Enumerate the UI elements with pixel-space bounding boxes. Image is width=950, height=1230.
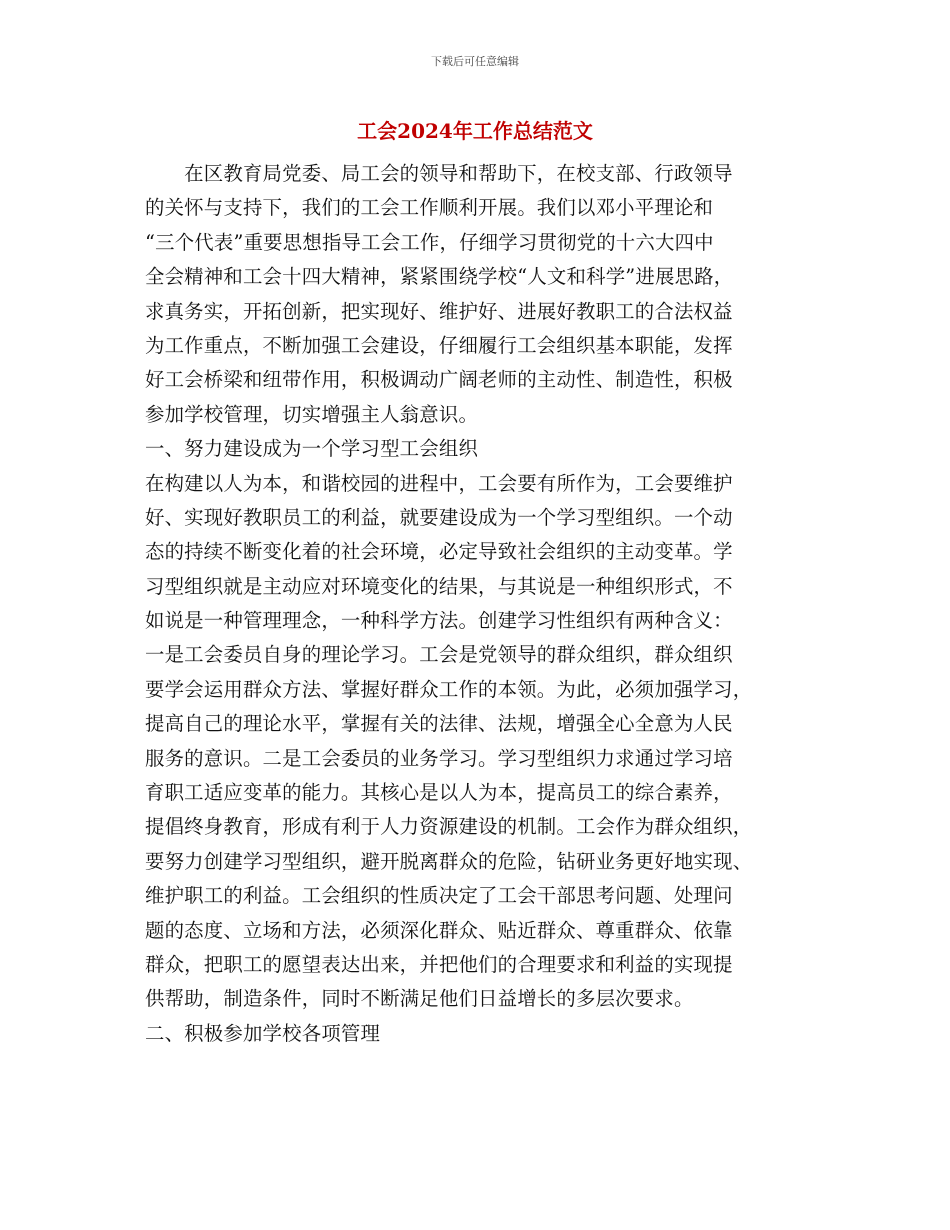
- text-line: 全会精神和工会十四大精神，紧紧围绕学校“人文和科学”进展思路，: [145, 265, 734, 289]
- text-line: 的关怀与支持下，我们的工会工作顺利开展。我们以邓小平理论和: [145, 196, 714, 220]
- text-line: 维护职工的利益。工会组织的性质决定了工会干部思考问题、处理问: [145, 884, 733, 908]
- text-line: 参加学校管理，切实增强主人翁意识。: [145, 402, 479, 426]
- text-line: 求真务实，开拓创新，把实现好、维护好、进展好教职工的合法权益: [145, 299, 733, 323]
- text-line: 好、实现好教职员工的利益，就要建设成为一个学习型组织。一个动: [145, 505, 733, 529]
- document-title: 工会2024年工作总结范文: [357, 119, 593, 143]
- text-line: 二、积极参加学校各项管理: [145, 1021, 381, 1045]
- text-line: 供帮助，制造条件，同时不断满足他们日益增长的多层次要求。: [145, 987, 694, 1011]
- text-line: 服务的意识。二是工会委员的业务学习。学习型组织力求通过学习培: [145, 746, 733, 770]
- page-header: 下载后可任意编辑: [431, 55, 519, 68]
- text-line: 要努力创建学习型组织，避开脱离群众的危险，钻研业务更好地实现、: [145, 849, 753, 873]
- document-body: [145, 157, 810, 1051]
- text-line: 习型组织就是主动应对环境变化的结果，与其说是一种组织形式，不: [145, 574, 733, 598]
- text-line: 群众，把职工的愿望表达出来，并把他们的合理要求和利益的实现提: [145, 952, 733, 976]
- text-line: 在区教育局党委、局工会的领导和帮助下，在校支部、行政领导: [145, 162, 733, 185]
- text-line: 好工会桥梁和纽带作用，积极调动广阔老师的主动性、制造性，积极: [145, 368, 733, 392]
- text-line: 一、努力建设成为一个学习型工会组织: [145, 437, 479, 461]
- text-line: 态的持续不断变化着的社会环境，必定导致社会组织的主动变革。学: [145, 540, 733, 564]
- text-line: 提倡终身教育，形成有利于人力资源建设的机制。工会作为群众组织，: [145, 815, 753, 839]
- text-line: 提高自己的理论水平，掌握有关的法律、法规，增强全心全意为人民: [145, 712, 733, 736]
- text-line: 育职工适应变革的能力。其核心是以人为本，提高员工的综合素养，: [145, 781, 733, 805]
- text-line: 题的态度、立场和方法，必须深化群众、贴近群众、尊重群众、依靠: [145, 918, 733, 942]
- text-line: “三个代表”重要思想指导工会工作，仔细学习贯彻党的十六大四中: [145, 230, 714, 254]
- text-line: 在构建以人为本，和谐校园的进程中，工会要有所作为，工会要维护: [145, 471, 733, 495]
- text-line: 如说是一种管理理念，一种科学方法。创建学习性组织有两种含义：: [145, 609, 733, 633]
- text-line: 一是工会委员自身的理论学习。工会是党领导的群众组织，群众组织: [145, 643, 733, 667]
- text-line: 为工作重点，不断加强工会建设，仔细履行工会组织基本职能，发挥: [145, 333, 733, 357]
- text-line: 要学会运用群众方法、掌握好群众工作的本领。为此，必须加强学习，: [145, 677, 753, 701]
